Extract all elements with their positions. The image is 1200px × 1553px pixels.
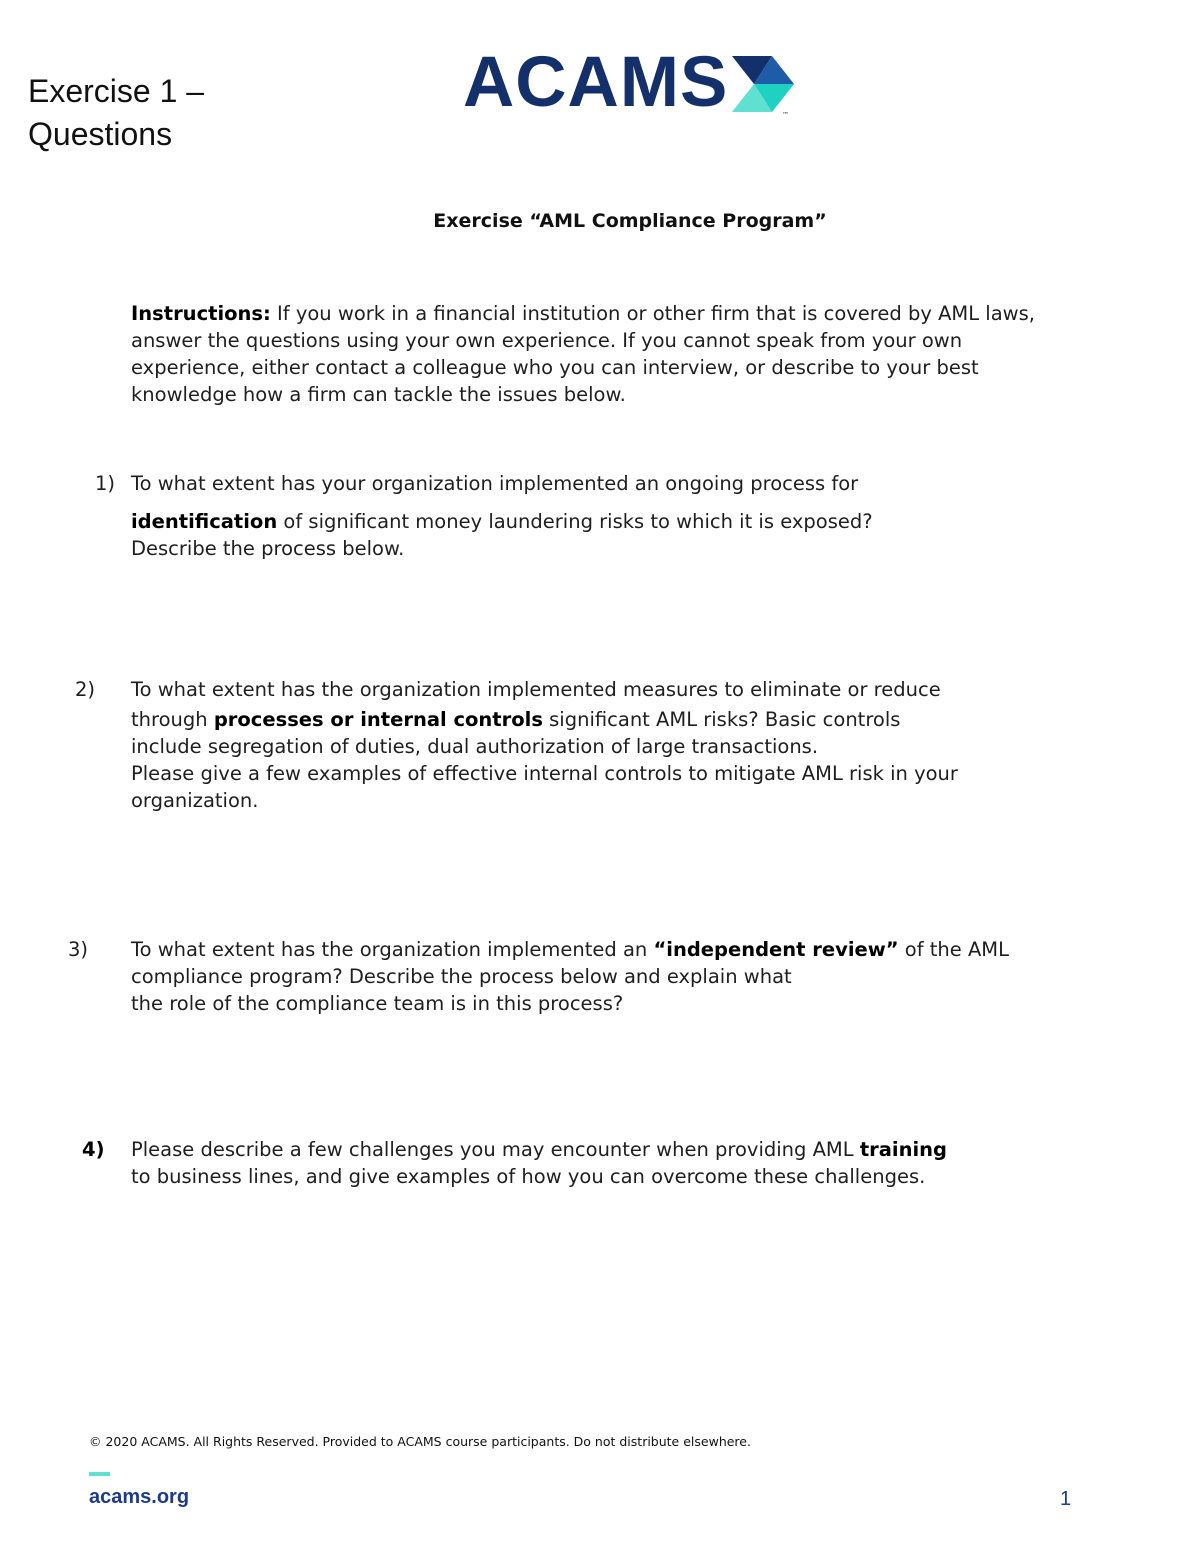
- question-4-line2: to business lines, and give examples of how you can overcome these challenges.: [131, 1165, 926, 1188]
- footer-url: acams.org: [89, 1486, 190, 1508]
- question-4-line1: [131, 1136, 1091, 1163]
- logo-trademark: ™: [782, 111, 790, 118]
- page-number: 1: [1060, 1488, 1072, 1510]
- question-2: [131, 676, 1031, 814]
- question-3-line3: the role of the compliance team is in this process?: [131, 992, 624, 1015]
- question-1-bold: identification: [131, 510, 278, 533]
- acams-logo: [463, 43, 798, 122]
- question-4-bold: training: [859, 1138, 948, 1161]
- question-3-post: of the AML compliance program? Describe the process below and explain what: [131, 938, 1009, 988]
- question-2-line1: To what extent has the organization implemented measures to eliminate or reduce: [131, 678, 941, 701]
- question-2-line2: [131, 706, 1031, 733]
- question-4: [131, 1136, 1091, 1190]
- instructions-label: Instructions:: [131, 302, 271, 325]
- question-3-pre: To what extent has the organization implemented an: [131, 938, 654, 961]
- question-3-bold: “independent review”: [653, 938, 899, 961]
- question-1-line1: To what extent has your organization implemented an ongoing process for: [131, 472, 859, 495]
- question-3-number: 3): [68, 938, 89, 961]
- footer-copyright: © 2020 ACAMS. All Rights Reserved. Provided to ACAMS course participants. Do not distribute elsewhere.: [89, 1434, 751, 1449]
- question-4-pre: Please describe a few challenges you may encounter when providing AML: [131, 1138, 860, 1161]
- question-1-line2-text: of significant money laundering risks to which it is exposed?: [277, 510, 873, 533]
- question-2-line3: include segregation of duties, dual authorization of large transactions.: [131, 735, 819, 758]
- page-heading: [28, 70, 204, 156]
- page-heading-line1: Exercise 1 –: [28, 73, 205, 109]
- question-3: [131, 936, 1061, 1017]
- question-2-post: significant AML risks? Basic controls: [542, 708, 901, 731]
- question-2-bold: processes or internal controls: [213, 708, 543, 731]
- page-heading-line2: Questions: [28, 116, 173, 152]
- question-4-number: 4): [82, 1138, 105, 1161]
- instructions: [131, 300, 1061, 408]
- question-1-line3: Describe the process below.: [131, 537, 405, 560]
- exercise-title: Exercise “AML Compliance Program”: [433, 210, 827, 232]
- instructions-text: If you work in a financial institution or other firm that is covered by AML laws, answer the questions using your own experience. If you cannot speak from your own experience, either contact a colleague who you can interview, or describe to your best knowledge how a firm can tackle the issues below.: [131, 302, 1035, 406]
- question-1-line2: [131, 508, 1091, 535]
- question-3-text: [131, 936, 1061, 990]
- question-2-number: 2): [75, 678, 96, 701]
- question-2-pre: through: [131, 708, 214, 731]
- acams-chevron-icon: [732, 56, 798, 122]
- question-2-line4: Please give a few examples of effective internal controls to mitigate AML risk in your organization.: [131, 762, 958, 812]
- logo-wordmark: ACAMS: [463, 43, 729, 122]
- footer-accent-bar: [89, 1472, 110, 1476]
- question-1: [131, 470, 1091, 562]
- question-1-number: 1): [95, 472, 116, 495]
